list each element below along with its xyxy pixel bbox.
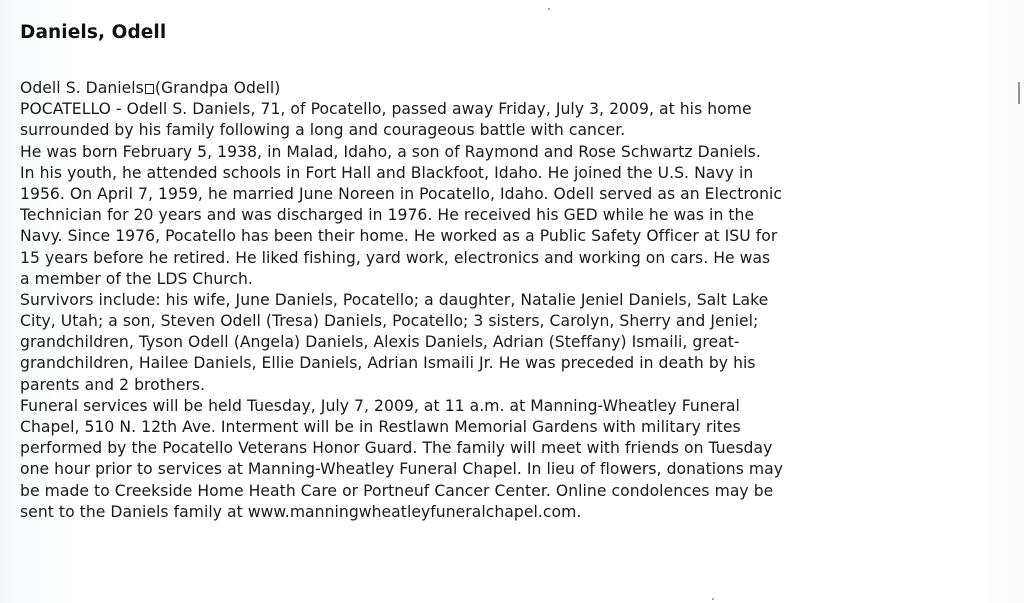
text-line: a member of the LDS Church.	[20, 269, 253, 288]
text-line: Funeral services will be held Tuesday, July 7, 2009, at 11 a.m. at Manning-Wheatley Funeral	[20, 396, 740, 415]
subheading-alias: (Grandpa Odell)	[154, 79, 281, 97]
scan-edge-mark	[1018, 82, 1020, 104]
text-line: parents and 2 brothers.	[20, 375, 206, 394]
obituary-title: Daniels, Odell	[20, 22, 167, 43]
missing-character-box-icon	[145, 84, 154, 94]
text-line: grandchildren, Tyson Odell (Angela) Daniels, Alexis Daniels, Adrian (Steffany) Ismaili, great-	[20, 333, 740, 352]
text-line: Survivors include: his wife, June Daniels, Pocatello; a daughter, Natalie Jeniel Daniels, Salt Lake	[20, 290, 769, 309]
text-line: Navy. Since 1976, Pocatello has been their home. He worked as a Public Safety Officer at ISU for	[20, 227, 778, 246]
scan-speck	[712, 598, 714, 600]
subheading-line	[20, 78, 1020, 99]
text-line: In his youth, he attended schools in Fort Hall and Blackfoot, Idaho. He joined the U.S. Navy in	[20, 163, 754, 182]
text-line: surrounded by his family following a long and courageous battle with cancer.	[20, 121, 626, 140]
text-line: sent to the Daniels family at www.manningwheatleyfuneralchapel.com.	[20, 502, 582, 521]
text-line: one hour prior to services at Manning-Wheatley Funeral Chapel. In lieu of flowers, donations may	[20, 460, 784, 479]
subheading-name: Odell S. Daniels	[20, 79, 144, 97]
text-line: He was born February 5, 1938, in Malad, Idaho, a son of Raymond and Rose Schwartz Daniels.	[20, 142, 761, 161]
scan-speck	[548, 8, 550, 10]
text-line: Chapel, 510 N. 12th Ave. Interment will be in Restlawn Memorial Gardens with military rites	[20, 418, 741, 436]
text-line: Technician for 20 years and was discharged in 1976. He received his GED while he was in the	[20, 206, 755, 225]
text-line: 15 years before he retired. He liked fishing, yard work, electronics and working on cars. He was	[20, 248, 771, 267]
text-line: grandchildren, Hailee Daniels, Ellie Daniels, Adrian Ismaili Jr. He was preceded in death by his	[20, 354, 756, 373]
text-line: performed by the Pocatello Veterans Honor Guard. The family will meet with friends on Tuesday	[20, 439, 773, 458]
text-line: be made to Creekside Home Heath Care or Portneuf Cancer Center. Online condolences may be	[20, 481, 774, 500]
obituary-body	[20, 78, 1020, 523]
text-line: POCATELLO - Odell S. Daniels, 71, of Pocatello, passed away Friday, July 3, 2009, at his home	[20, 100, 752, 119]
text-line: 1956. On April 7, 1959, he married June Noreen in Pocatello, Idaho. Odell served as an Electronic	[20, 184, 783, 203]
text-line: City, Utah; a son, Steven Odell (Tresa) Daniels, Pocatello; 3 sisters, Carolyn, Sherry and Jeniel;	[20, 312, 759, 331]
